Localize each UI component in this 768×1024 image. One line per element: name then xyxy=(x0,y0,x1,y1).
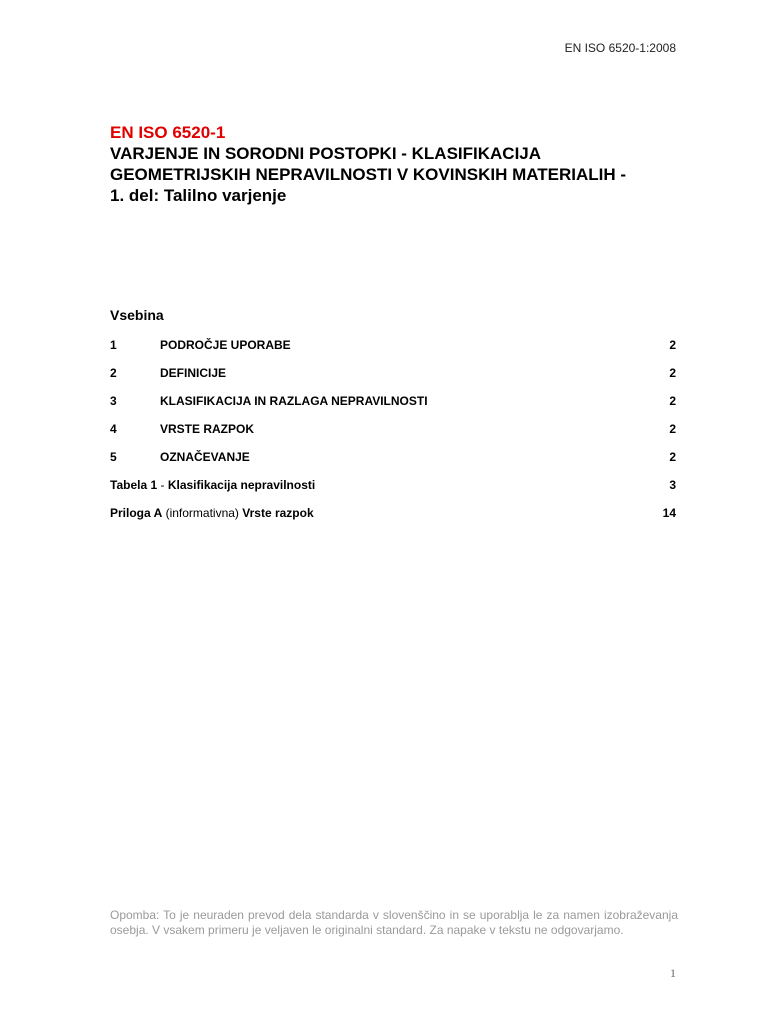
toc-annex-prefix: Priloga A xyxy=(110,506,163,520)
document-code: EN ISO 6520-1 xyxy=(110,123,226,142)
toc-entry-number: 4 xyxy=(110,422,117,436)
toc-annex-entry[interactable] xyxy=(110,505,676,533)
toc-entry[interactable] xyxy=(110,421,676,449)
toc-heading: Vsebina xyxy=(110,307,164,323)
toc-entry-number: 3 xyxy=(110,394,117,408)
toc-entry-label: PODROČJE UPORABE xyxy=(160,338,291,352)
toc-entry-label: KLASIFIKACIJA IN RAZLAGA NEPRAVILNOSTI xyxy=(160,394,428,408)
toc-entry-page: 2 xyxy=(669,338,676,352)
toc-annex-page: 14 xyxy=(662,506,676,520)
toc-table-entry-text xyxy=(110,477,315,493)
toc-entry-page: 2 xyxy=(669,422,676,436)
document-title-line: 1. del: Talilno varjenje xyxy=(110,186,287,205)
toc-entry-number: 5 xyxy=(110,450,117,464)
toc-table-entry[interactable] xyxy=(110,477,676,505)
toc-entry-page: 2 xyxy=(669,366,676,380)
toc-annex-label: Vrste razpok xyxy=(242,506,314,520)
page-number: 1 xyxy=(670,966,676,980)
toc-entry[interactable] xyxy=(110,393,676,421)
title-block xyxy=(110,123,690,206)
toc-entry-label: DEFINICIJE xyxy=(160,366,227,380)
translation-disclaimer: Opomba: To je neuraden prevod dela standarda v slovenščino in se uporablja le za namen izobraževanja osebja. V vsakem primeru je veljaven le originalni standard. Za napake v tekstu ne odgovarjamo. xyxy=(110,908,678,937)
toc-entry-page: 2 xyxy=(669,394,676,408)
toc-entry[interactable] xyxy=(110,337,676,365)
toc-annex-note: (informativna) xyxy=(162,506,243,520)
toc-table-separator: - xyxy=(157,478,168,492)
toc-table-label: Klasifikacija nepravilnosti xyxy=(167,478,316,492)
toc-table-prefix: Tabela 1 xyxy=(110,478,158,492)
toc-annex-entry-text xyxy=(110,505,314,521)
toc-entry-label: OZNAČEVANJE xyxy=(160,450,250,464)
toc-entry-number: 2 xyxy=(110,366,117,380)
toc-entry-label: VRSTE RAZPOK xyxy=(160,422,255,436)
toc-entry-number: 1 xyxy=(110,338,117,352)
toc-table-page: 3 xyxy=(669,478,676,492)
header-standard-ref: EN ISO 6520-1:2008 xyxy=(564,41,676,55)
document-title-line: GEOMETRIJSKIH NEPRAVILNOSTI V KOVINSKIH MATERIALIH - xyxy=(110,165,627,184)
toc-entry[interactable] xyxy=(110,449,676,477)
toc-entry[interactable] xyxy=(110,365,676,393)
toc-entry-page: 2 xyxy=(669,450,676,464)
document-title-line: VARJENJE IN SORODNI POSTOPKI - KLASIFIKACIJA xyxy=(110,144,542,163)
table-of-contents xyxy=(110,337,676,533)
